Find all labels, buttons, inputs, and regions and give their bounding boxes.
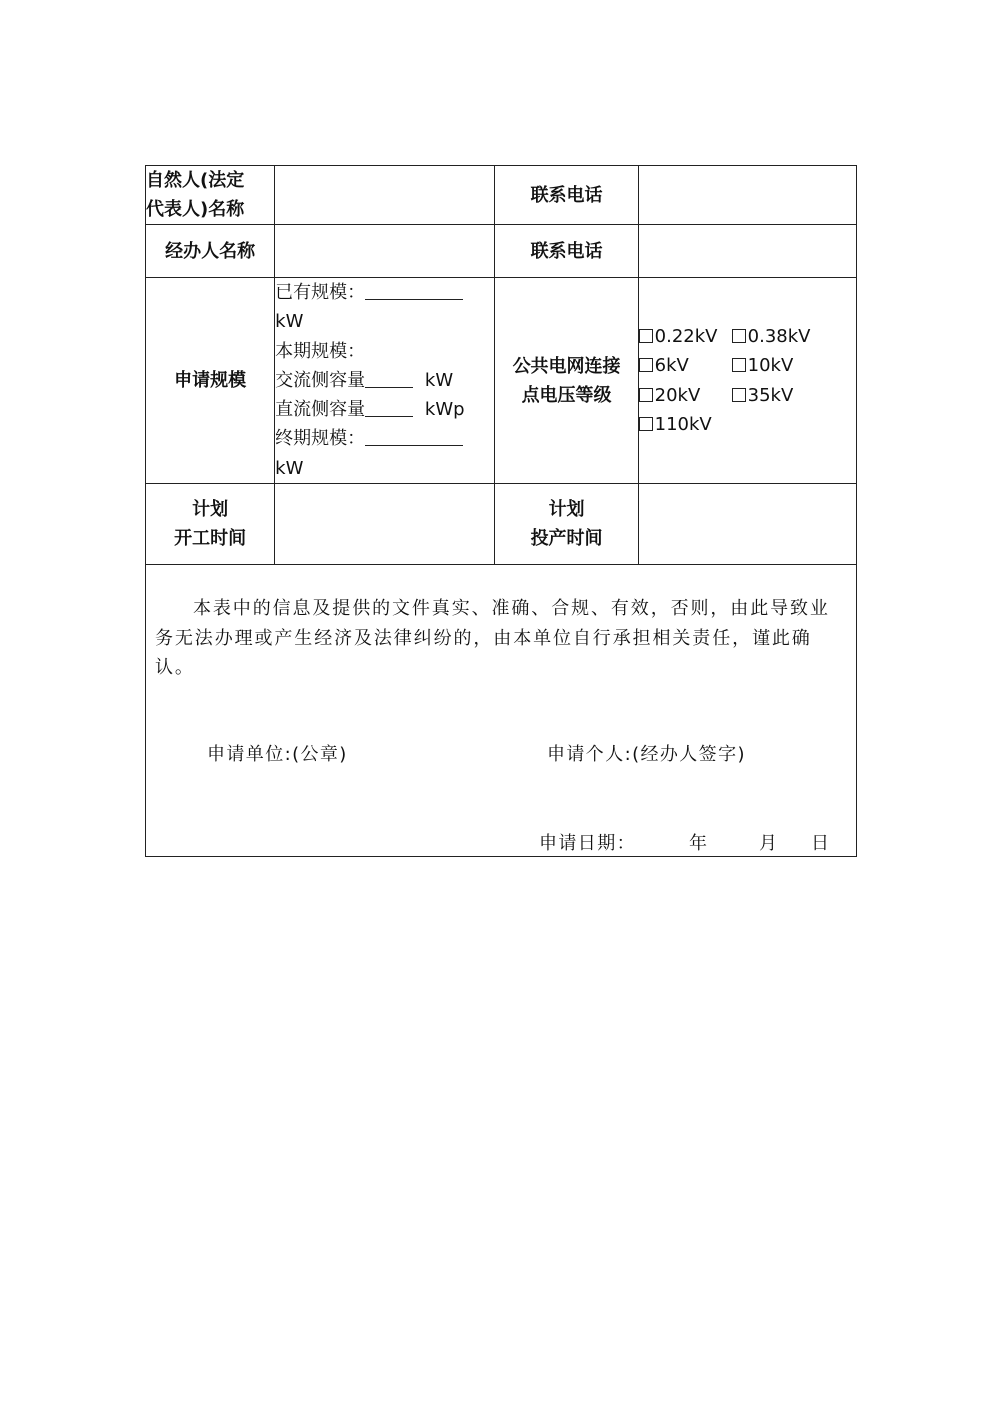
voltage-option-110kv[interactable] — [639, 414, 712, 435]
planned-start-label-line2: 开工时间 — [174, 528, 247, 550]
planned-production-field[interactable] — [638, 484, 856, 565]
applicant-unit-seal: 申请单位:(公章) — [207, 744, 348, 766]
contact-phone-label-2: 联系电话 — [495, 225, 638, 278]
voltage-option-0-22kv[interactable] — [639, 322, 732, 351]
voltage-options-cell — [638, 278, 856, 484]
legal-representative-label-line1: 自然人(法定 — [146, 170, 245, 191]
ac-capacity-line — [275, 366, 494, 395]
voltage-option-label: 0.22kV — [654, 325, 718, 347]
voltage-option-0-38kv[interactable] — [732, 326, 811, 347]
dc-capacity-unit: kWp — [424, 399, 465, 421]
declaration-cell — [146, 565, 857, 857]
final-scale-label: 终期规模： — [275, 428, 366, 450]
application-form-table — [145, 165, 857, 857]
ac-capacity-blank[interactable] — [365, 370, 413, 388]
final-scale-blank[interactable] — [365, 428, 463, 446]
checkbox-icon[interactable] — [639, 388, 653, 402]
grid-voltage-label-line2: 点电压等级 — [521, 384, 612, 406]
grid-voltage-label-line1: 公共电网连接 — [512, 355, 621, 377]
application-date — [539, 829, 831, 855]
scale-details-cell — [275, 278, 495, 484]
voltage-option-10kv[interactable] — [732, 355, 794, 376]
voltage-option-label: 0.38kV — [747, 325, 811, 347]
voltage-option-35kv[interactable] — [732, 385, 794, 406]
handler-name-label: 经办人名称 — [146, 225, 275, 278]
planned-production-label-cell — [495, 484, 638, 565]
voltage-option-label: 20kV — [654, 384, 701, 406]
voltage-option-label: 10kV — [747, 355, 794, 377]
existing-scale-line — [275, 278, 494, 307]
voltage-row-1 — [639, 322, 856, 351]
checkbox-icon[interactable] — [732, 388, 746, 402]
planned-start-label-line1: 计划 — [192, 499, 229, 521]
existing-scale-blank[interactable] — [365, 282, 463, 300]
declaration-text: 本表中的信息及提供的文件真实、准确、合规、有效，否则，由此导致业务无法办理或产生经济及法律纠纷的，由本单位自行承担相关责任，谨此确认。 — [155, 598, 830, 679]
checkbox-icon[interactable] — [639, 358, 653, 372]
ac-capacity-label: 交流侧容量 — [275, 369, 366, 391]
checkbox-icon[interactable] — [732, 329, 746, 343]
application-scale-label: 申请规模 — [146, 278, 275, 484]
voltage-option-label: 35kV — [747, 384, 794, 406]
contact-phone-field-2[interactable] — [638, 225, 856, 278]
voltage-option-label: 110kV — [654, 413, 712, 435]
contact-phone-field-1[interactable] — [638, 166, 856, 225]
contact-phone-label-1: 联系电话 — [495, 166, 638, 225]
planned-production-label-line2: 投产时间 — [530, 528, 603, 550]
date-day: 日 — [811, 833, 831, 855]
voltage-option-label: 6kV — [654, 355, 689, 377]
checkbox-icon[interactable] — [639, 329, 653, 343]
row-legal-representative — [146, 166, 857, 225]
legal-representative-name-field[interactable] — [275, 166, 495, 225]
current-scale-label: 本期规模： — [275, 340, 366, 362]
voltage-row-2 — [639, 351, 856, 380]
row-declaration — [146, 565, 857, 857]
planned-start-field[interactable] — [275, 484, 495, 565]
date-month: 月 — [759, 833, 779, 855]
existing-scale-unit: kW — [275, 311, 304, 333]
dc-capacity-label: 直流侧容量 — [275, 399, 366, 421]
row-handler — [146, 225, 857, 278]
row-application-scale — [146, 278, 857, 484]
applicant-person-signature: 申请个人:(经办人签字) — [547, 744, 746, 766]
dc-capacity-blank[interactable] — [365, 399, 413, 417]
application-date-label: 申请日期： — [539, 833, 636, 855]
legal-representative-label-line2: 代表人)名称 — [146, 199, 245, 220]
voltage-option-20kv[interactable] — [639, 381, 732, 410]
voltage-row-4 — [639, 410, 856, 439]
checkbox-icon[interactable] — [639, 417, 653, 431]
legal-representative-label-cell — [146, 166, 275, 225]
existing-scale-label: 已有规模： — [275, 282, 366, 303]
grid-voltage-label-cell — [495, 278, 638, 484]
ac-capacity-unit: kW — [424, 369, 454, 391]
handler-name-field[interactable] — [275, 225, 495, 278]
row-schedule — [146, 484, 857, 565]
planned-production-label-line1: 计划 — [548, 499, 585, 521]
dc-capacity-line — [275, 395, 494, 424]
voltage-option-6kv[interactable] — [639, 351, 732, 380]
final-scale-line — [275, 424, 494, 453]
voltage-row-3 — [639, 381, 856, 410]
planned-start-label-cell — [146, 484, 275, 565]
date-year: 年 — [689, 833, 709, 855]
checkbox-icon[interactable] — [732, 358, 746, 372]
final-scale-unit: kW — [275, 457, 304, 479]
